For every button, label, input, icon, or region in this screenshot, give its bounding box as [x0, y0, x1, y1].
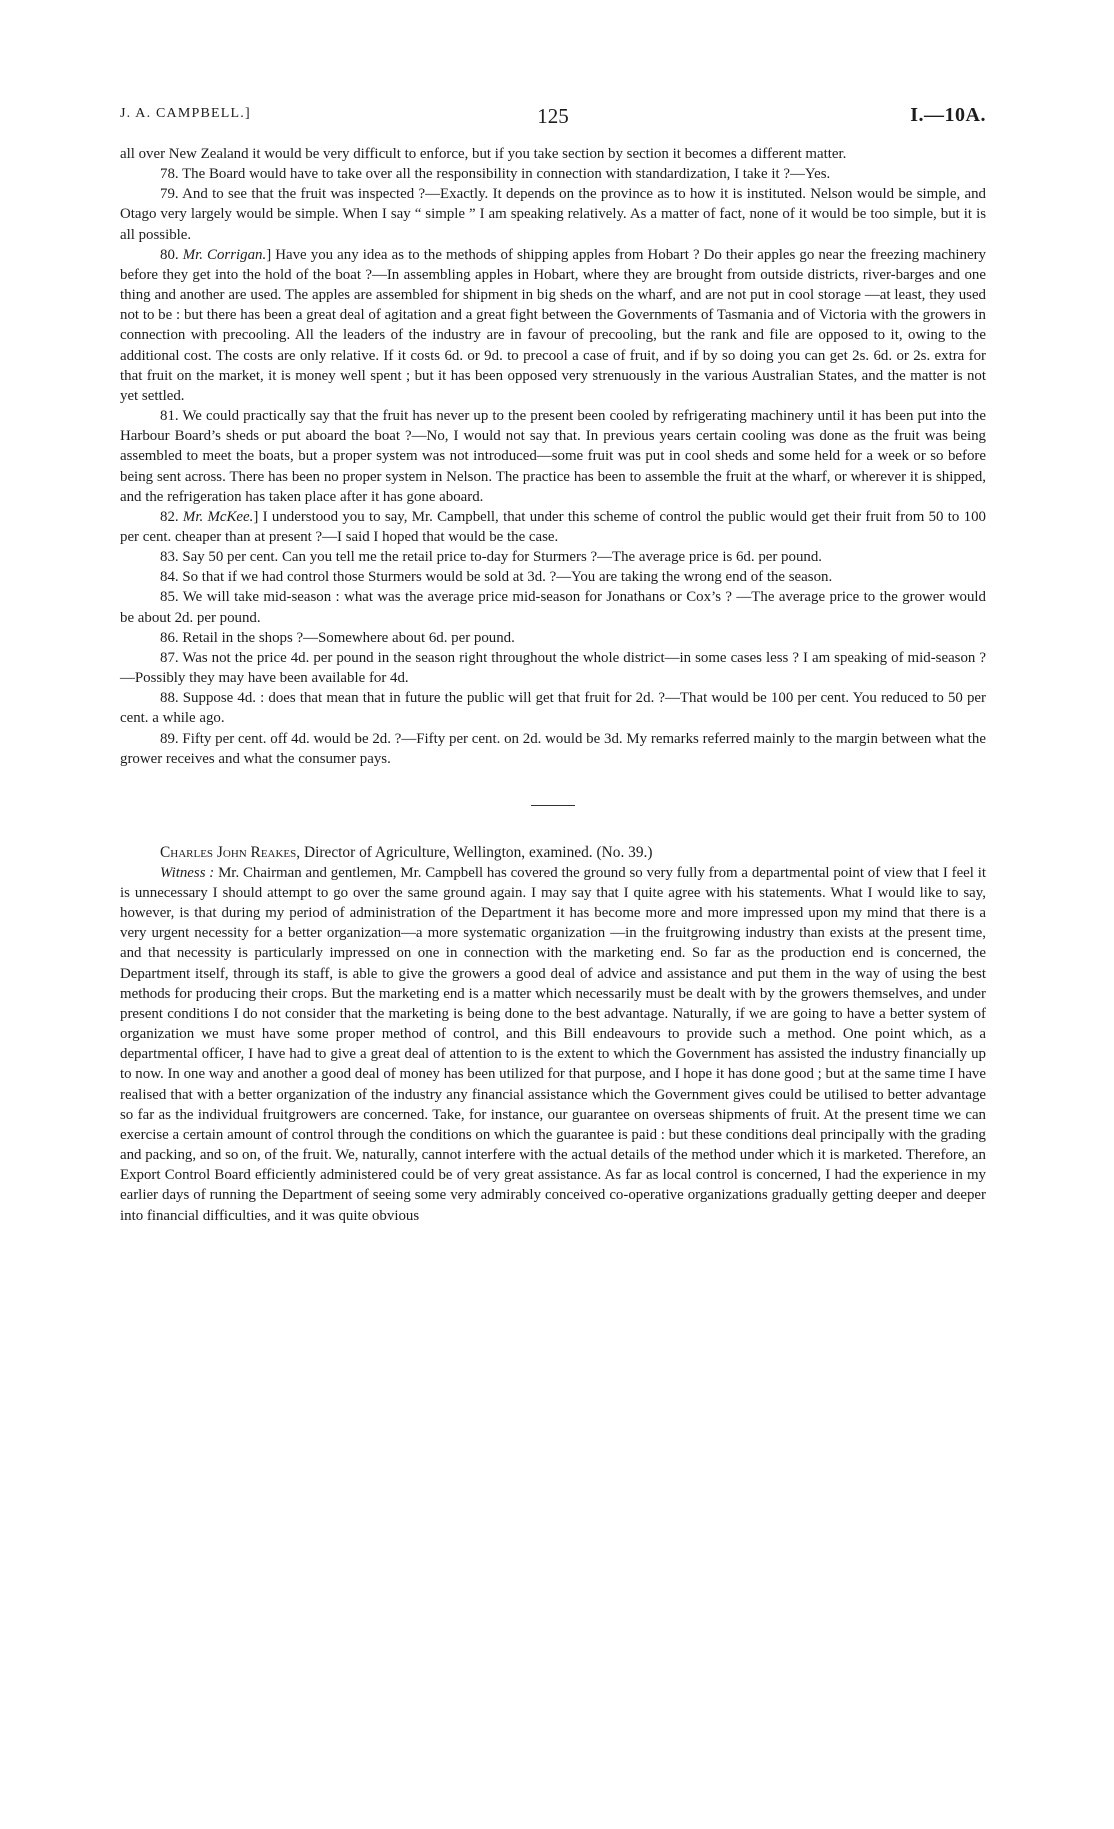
header-witness-name: J. A. CAMPBELL.]: [120, 106, 251, 121]
question-83: 83. Say 50 per cent. Can you tell me the retail price to-day for Sturmers ?—The average price is 6d. per pound.: [160, 549, 823, 566]
witness-heading: Charles John Reakes, Director of Agriculture, Wellington, examined. (No. 39.): [160, 843, 653, 861]
question-87: 87. Was not the price 4d. per pound in the season right throughout the whole district—in some cases less ? I am speaking of mid-season ?—Possibly they may have been available for 4d.: [120, 649, 986, 687]
evidence-body: [120, 144, 986, 1226]
question-82: 82. Mr. McKee.] I understood you to say, Mr. Campbell, that under this scheme of control the public would get their fruit from 50 to 100 per cent. cheaper than at present ?—I said I hoped that would be the case.: [120, 508, 986, 545]
paper-reference: I.—10A.: [910, 104, 986, 126]
question-86: 86. Retail in the shops ?—Somewhere about 6d. per pound.: [160, 629, 515, 646]
section-divider: [531, 805, 575, 806]
speaker-name: Mr. Corrigan.: [182, 246, 267, 263]
page-number: 125: [537, 104, 569, 128]
question-78: 78. The Board would have to take over all the responsibility in connection with standardization, I take it ?—Yes.: [160, 166, 831, 183]
witness-name: Charles John Reakes: [160, 843, 297, 861]
question-84: 84. So that if we had control those Sturmers would be sold at 3d. ?—You are taking the wrong end of the season.: [160, 569, 833, 586]
question-81: 81. We could practically say that the fruit has never up to the present been cooled by refrigerating machinery until it has been put into the Harbour Board’s sheds or put aboard the boat ?—No, I would not say that. In previous years certain cooling was done as the fruit was being assembled to meet the boats, but a proper system was not introduced—some fruit was put in cool sheds and some held for a week or so before being sent across. There has been no proper system in Nelson. The practice has been to assemble the fruit at the wharf, or wherever it is shipped, and the refrigeration has taken place after it has gone aboard.: [120, 408, 986, 505]
witness-label: Witness :: [160, 864, 215, 881]
witness-statement: Witness : Mr. Chairman and gentlemen, Mr. Campbell has covered the ground so very fully from a departmental point of view that I feel it is unnecessary I should attempt to go over the same ground again. I may say that I quite agree with his statements. What I would like to say, however, is that during my period of administration of the Department it has become more and more impressed upon my mind that there is a very urgent necessity for a better organization—a more systematic organization —in the fruitgrowing industry than exists at the present time, and that necessity is particularly impressed on one in connection with the marketing end. So far as the production end is concerned, the Department itself, through its staff, is able to give the growers a good deal of advice and assistance and put them in the way of using the best methods for producing their crops. But the marketing end is a matter which necessarily must be dealt with by the growers themselves, and under present conditions I do not consider that the marketing is being done to the best advantage. Naturally, if we are going to have a better system of organization we must have some proper method of control, and this Bill endeavours to provide such a method. One point which, as a departmental officer, I have had to give a great deal of attention to is the extent to which the Government has assisted the industry financially up to now. In one way and another a good deal of money has been utilized for that purpose, and I hope it has done good ; but at the same time I have realised that with a better organization of the industry any financial assistance which the Government gives could be utilised to better advantage so far as the individual fruitgrowers are concerned. Take, for instance, our guarantee on overseas shipments of fruit. At the present time we can exercise a certain amount of control through the conditions on which the guarantee is paid : but these conditions deal principally with the grading and packing, and so on, of the fruit. We, naturally, cannot interfere with the actual details of the method under which it is marketed. Therefore, an Export Control Board efficiently administered could be of very great assistance. As far as local control is concerned, I had the experience in my earlier days of running the Department of seeing some very admirably conceived co-operative organizations gradually getting deeper and deeper into financial difficulties, and it was quite obvious: [120, 864, 986, 1224]
paragraph-continued: all over New Zealand it would be very difficult to enforce, but if you take section by section it becomes a different matter.: [120, 146, 847, 162]
question-80: 80. Mr. Corrigan.] Have you any idea as to the methods of shipping apples from Hobart ? Do their apples go near the freezing machinery before they get into the hold of the boat ?—In assembling apples in Hobart, where they are brought from outside districts, river-barges and one thing and another are used. The apples are assembled for shipment in big sheds on the wharf, and are not put in cool storage —at least, they used not to be : but there has been a great deal of agitation and a great fight between the Governments of Tasmania and of Victoria with the growers in connection with precooling. All the leaders of the industry are in favour of precooling, but the rank and file are opposed to it, owing to the additional cost. The costs are only relative. If it costs 6d. or 9d. to precool a case of fruit, and if by so doing you can get 2s. 6d. or 2s. extra for that fruit on the market, it is money well spent ; but it has been opposed very strenuously in the various Australian States, and the matter is not yet settled.: [120, 246, 987, 404]
document-page: [120, 104, 986, 1226]
question-89: 89. Fifty per cent. off 4d. would be 2d. ?—Fifty per cent. on 2d. would be 3d. My remarks referred mainly to the margin between what the grower receives and what the consumer pays.: [120, 730, 986, 767]
running-header: [120, 104, 986, 134]
speaker-name: Mr. McKee.: [182, 508, 254, 525]
question-85: 85. We will take mid-season : what was the average price mid-season for Jonathans or Cox’s ? —The average price to the grower would be about 2d. per pound.: [120, 589, 986, 626]
question-79: 79. And to see that the fruit was inspected ?—Exactly. It depends on the province as to how it is instituted. Nelson would be simple, and Otago very largely would be simple. When I say “ simple ” I am speaking relatively. As a matter of fact, none of it would be too simple, but it is all possible.: [120, 186, 987, 243]
question-88: 88. Suppose 4d. : does that mean that in future the public will get that fruit for 2d. ?—That would be 100 per cent. You reduced to 50 per cent. a while ago.: [120, 690, 987, 727]
